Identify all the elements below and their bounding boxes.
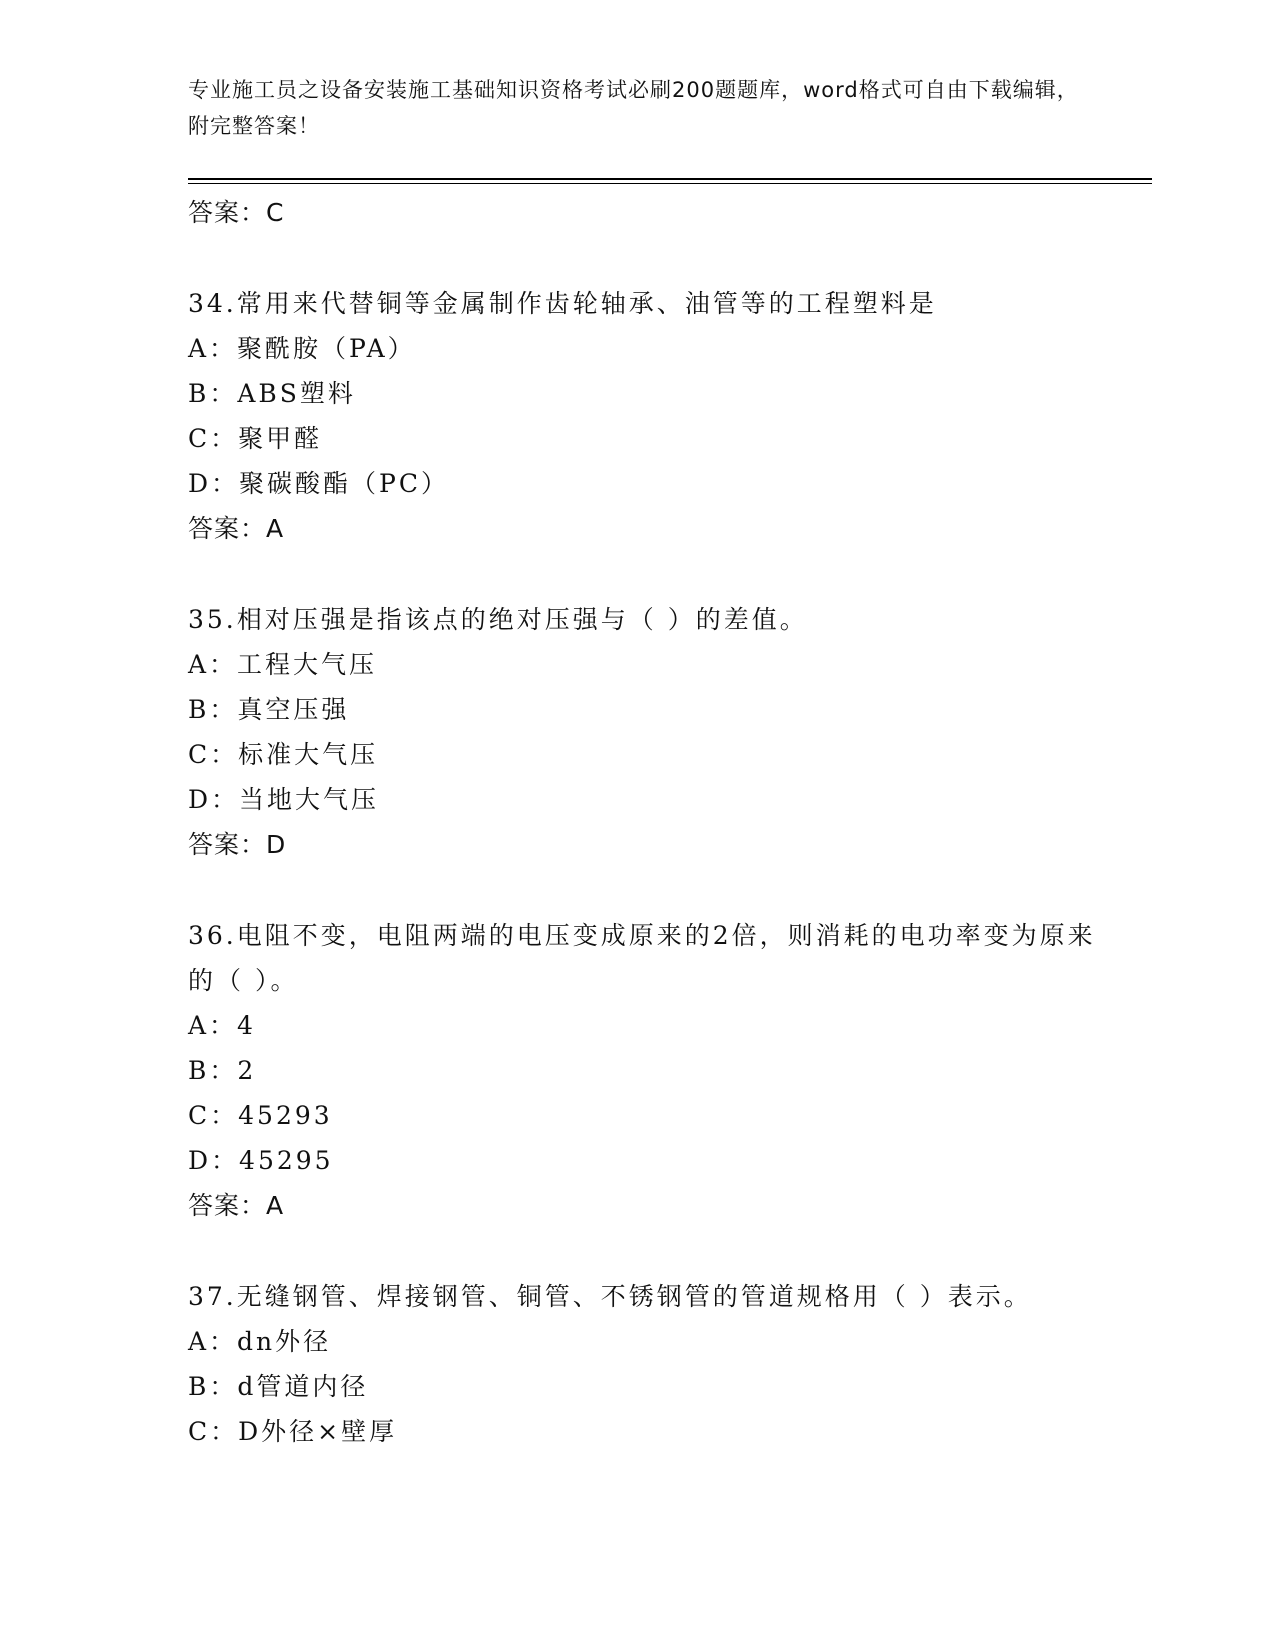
option-a: A：4 xyxy=(188,1011,256,1040)
option-d: D：聚碳酸酯（PC） xyxy=(188,469,449,498)
option-d: D：45295 xyxy=(188,1146,334,1175)
option-c: C：标准大气压 xyxy=(188,740,379,769)
option-a: A：聚酰胺（PA） xyxy=(188,334,416,363)
option-c: C：45293 xyxy=(188,1101,333,1130)
question-stem: 37.无缝钢管、焊接钢管、铜管、不锈钢管的管道规格用（ ）表示。 xyxy=(188,1282,1032,1311)
answer-line: 答案：D xyxy=(188,830,287,859)
question-block-37 xyxy=(188,1274,1108,1454)
answer-line: 答案：A xyxy=(188,514,285,543)
question-stem: 34.常用来代替铜等金属制作齿轮轴承、油管等的工程塑料是 xyxy=(188,289,937,318)
option-b: B：2 xyxy=(188,1056,257,1085)
option-d: D：当地大气压 xyxy=(188,785,380,814)
option-b: B：ABS塑料 xyxy=(188,379,356,408)
header-divider-thick xyxy=(188,178,1152,180)
question-block-34 xyxy=(188,281,1108,552)
question-stem: 36.电阻不变，电阻两端的电压变成原来的2倍，则消耗的电功率变为原来的（ ）。 xyxy=(188,921,1096,995)
answer-line: 答案：A xyxy=(188,1191,285,1220)
option-b: B：d管道内径 xyxy=(188,1372,369,1401)
question-stem: 35.相对压强是指该点的绝对压强与（ ）的差值。 xyxy=(188,605,808,634)
option-c: C：D外径×壁厚 xyxy=(188,1417,398,1446)
question-block-36 xyxy=(188,913,1108,1229)
question-list xyxy=(188,190,1108,1454)
header-divider-thin xyxy=(188,183,1152,184)
option-c: C：聚甲醛 xyxy=(188,424,323,453)
option-b: B：真空压强 xyxy=(188,695,350,724)
document-header: 专业施工员之设备安装施工基础知识资格考试必刷200题题库，word格式可自由下载编辑，附完整答案！ xyxy=(188,78,1079,138)
answer-line: 答案：C xyxy=(188,198,285,227)
option-a: A：工程大气压 xyxy=(188,650,378,679)
option-a: A：dn外径 xyxy=(188,1327,332,1356)
question-block-35 xyxy=(188,597,1108,868)
